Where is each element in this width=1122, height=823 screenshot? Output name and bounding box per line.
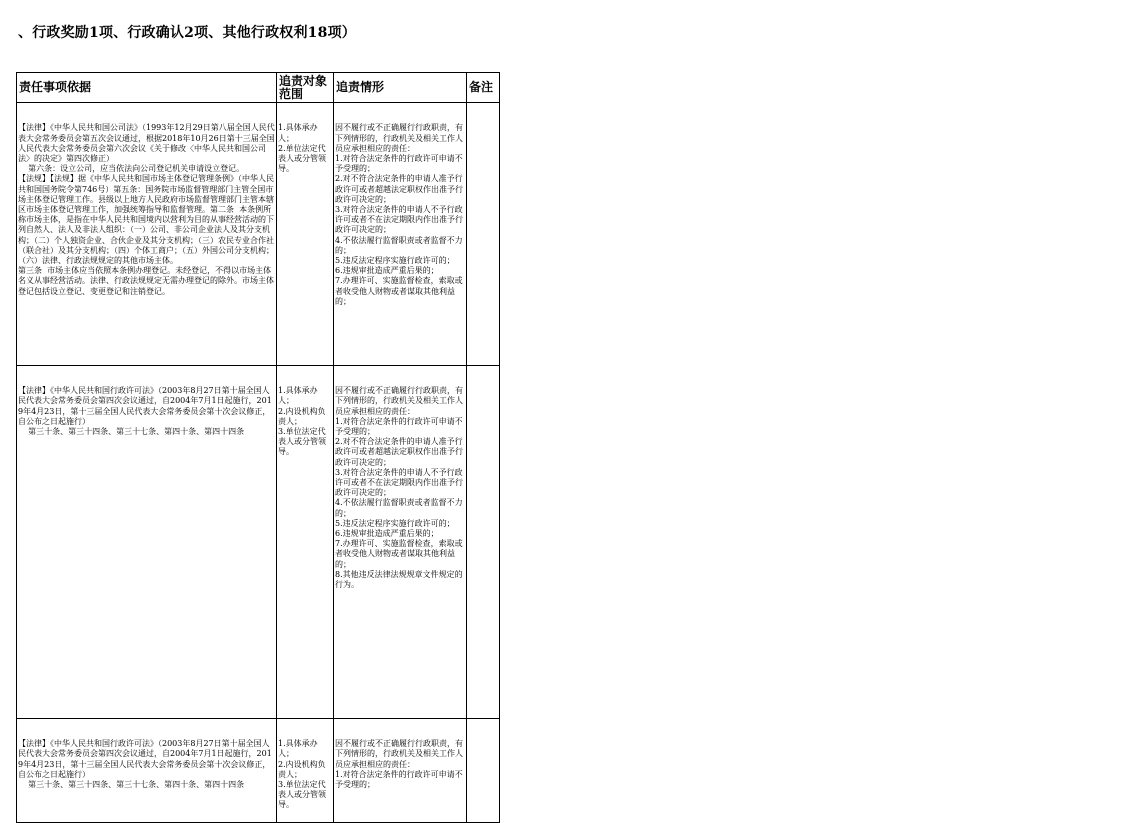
cell-basis-text: 【法律】《中华人民共和国行政许可法》（2003年8月27日第十届全国人民代表大会常务委员会第四次会议通过，自2004年7月1日起施行，2019年4月23日，第十三届全国人民代表大会常务委员会第十次会议修正，自公布之日起施行） 第三十条、第三十四条、第三十七条、第四十条、第四十四条 xyxy=(18,386,272,437)
cell-cases-text: 因不履行或不正确履行行政职责，有下列情形的，行政机关及相关工作人员应承担相应的责任： 1.对符合法定条件的行政许可申请不予受理的； 2.对不符合法定条件的申请人准予行政许可或者超越法定职权作出准予行政许可决定的； 3.对符合法定条件的申请人不予行政许可或者不在法定期限内作出准予行政许可决定的； 4.不依法履行监督职责或者监督不力的； 5.违反法定程序实施行政许可的； 6.违规审批造成严重后果的； 7.办理许可、实施监督检查，索取或者收受他人财物或者谋取其他利益的； xyxy=(335,123,463,306)
cell-basis-text: 【法律】《中华人民共和国公司法》（1993年12月29日第八届全国人民代表大会常务委员会第五次会议通过，根据2018年10月26日第十三届全国人民代表大会常务委员会第六次会议《关于修改〈中华人民共和国公司法〉的决定》第四次修正） 第六条：设立公司，应当依法向公司登记机关申请设立登记。 【法规】【法规】据《中华人民共和国市场主体登记管理条例》（中华人民共和国国务院令第746号）第五条：国务院市场监督管理部门主管全国市场主体登记管理工作。县级以上地方人民政府市场监督管理部门主管本辖区市场主体登记管理工作，加强统筹指导和监督管理。第二条 本条例所称市场主体，是指在中华人民共和国境内以营利为目的从事经营活动的下列自然人、法人及非法人组织：（一）公司、非公司企业法人及其分支机构；（二）个人独资企业、合伙企业及其分支机构；（三）农民专业合作社（联合社）及其分支机构；（四）个体工商户；（五）外国公司分支机构；（六）法律、行政法规规定的其他市场主体。 第三条 市场主体应当依照本条例办理登记。未经登记，不得以市场主体名义从事经营活动。法律、行政法规规定无需办理登记的除外。市场主体登记包括设立登记、变更登记和注销登记。 xyxy=(18,123,275,296)
cell-cases xyxy=(334,103,467,366)
cell-basis xyxy=(17,718,277,822)
header-scope: 追责对象范围 xyxy=(277,73,334,103)
table-row xyxy=(17,365,500,718)
cell-scope xyxy=(277,718,334,822)
cell-scope-text: 1.具体承办人； 2.内设机构负责人； 3.单位法定代表人或分管领导。 xyxy=(278,739,326,810)
cell-scope-text: 1.具体承办人； 2.单位法定代表人或分管领导。 xyxy=(278,123,326,174)
responsibility-table xyxy=(16,72,500,823)
cell-cases xyxy=(334,718,467,822)
cell-notes xyxy=(467,103,500,366)
cell-basis xyxy=(17,103,277,366)
cell-scope-text: 1.具体承办人； 2.内设机构负责人； 3.单位法定代表人或分管领导。 xyxy=(278,386,326,457)
cell-cases xyxy=(334,365,467,718)
table-row xyxy=(17,103,500,366)
table-row xyxy=(17,718,500,822)
cell-notes xyxy=(467,718,500,822)
header-notes: 备注 xyxy=(467,73,500,103)
header-basis: 责任事项依据 xyxy=(17,73,277,103)
header-cases: 追责情形 xyxy=(334,73,467,103)
cell-notes xyxy=(467,365,500,718)
cell-scope xyxy=(277,365,334,718)
cell-cases-text: 因不履行或不正确履行行政职责，有下列情形的，行政机关及相关工作人员应承担相应的责任： 1.对符合法定条件的行政许可申请不予受理的； xyxy=(335,739,463,790)
cell-basis-text: 【法律】《中华人民共和国行政许可法》（2003年8月27日第十届全国人民代表大会常务委员会第四次会议通过，自2004年7月1日起施行，2019年4月23日，第十三届全国人民代表大会常务委员会第十次会议修正，自公布之日起施行） 第三十条、第三十四条、第三十七条、第四十条、第四十四条 xyxy=(18,739,272,790)
cell-basis xyxy=(17,365,277,718)
page-title: 、行政奖励1项、行政确认2项、其他行政权利18项） xyxy=(18,25,356,41)
cell-scope xyxy=(277,103,334,366)
cell-cases-text: 因不履行或不正确履行行政职责，有下列情形的，行政机关及相关工作人员应承担相应的责任： 1.对符合法定条件的行政许可申请不予受理的； 2.对不符合法定条件的申请人准予行政许可或者超越法定职权作出准予行政许可决定的； 3.对符合法定条件的申请人不予行政许可或者不在法定期限内作出准予行政许可决定的； 4.不依法履行监督职责或者监督不力的； 5.违反法定程序实施行政许可的； 6.违规审批造成严重后果的； 7.办理许可、实施监督检查，索取或者收受他人财物或者谋取其他利益的； 8.其他违反法律法规规章文件规定的行为。 xyxy=(335,386,463,590)
table-header-row xyxy=(17,73,500,103)
